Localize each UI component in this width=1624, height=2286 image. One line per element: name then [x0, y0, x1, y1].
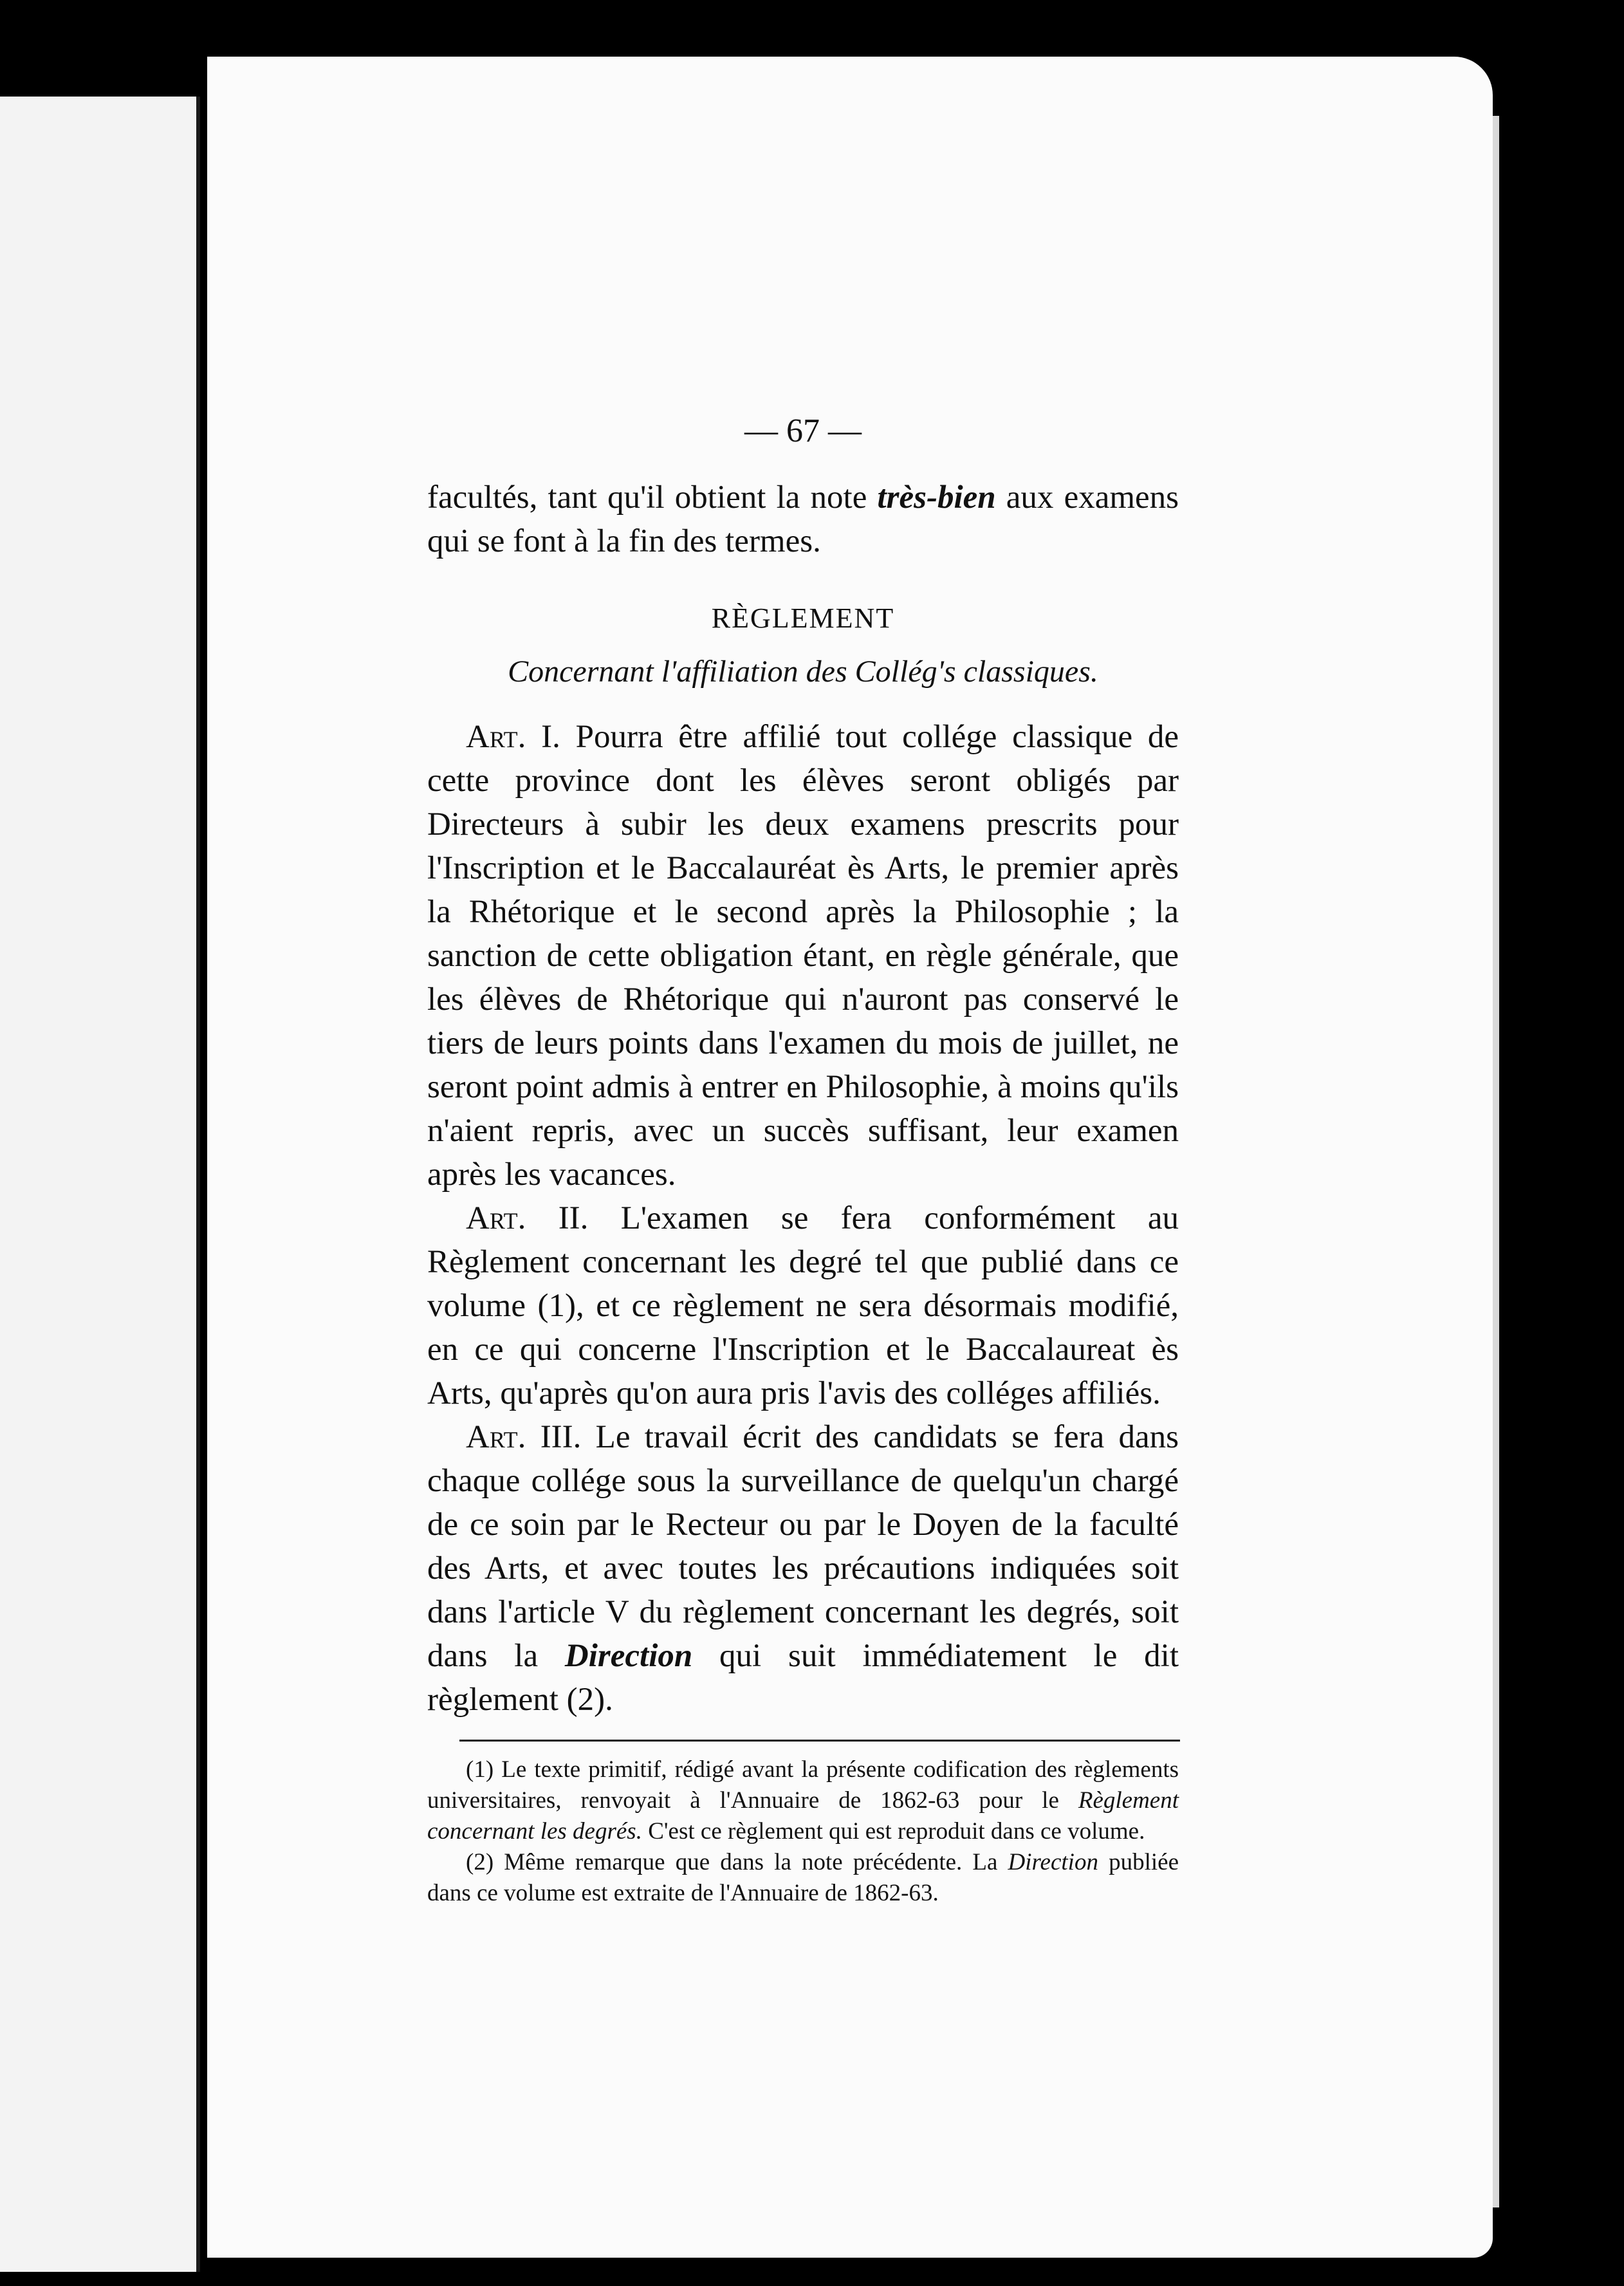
article-2-label: Art. II.	[466, 1200, 589, 1236]
article-1-label: Art. I.	[466, 719, 560, 755]
footnote-1-post: C'est ce règlement qui est reproduit dans ce volume.	[641, 1818, 1145, 1845]
article-3	[427, 1415, 1179, 1722]
intro-paragraph	[427, 476, 1179, 563]
article-3-emphasis: Direction	[564, 1638, 693, 1674]
intro-text-post: aux examens qui se font à la fin des termes.	[427, 479, 1179, 559]
left-page	[0, 97, 200, 2272]
article-3-text-pre: Le travail écrit des candidats se fera dans chaque collége sous la surveillance de quelqu'un chargé de ce soin par le Recteur ou par le Doyen de la faculté des Arts, et avec toutes les précautions indiquées soit dans l'article V du règlement concernant les degrés, soit dans la	[427, 1419, 1179, 1674]
footnote-1-pre: (1) Le texte primitif, rédigé avant la présente codification des règlements universitaires, renvoyait à l'Annuaire de 1862-63 pour le	[427, 1756, 1179, 1814]
footnote-2	[427, 1847, 1179, 1909]
article-3-label: Art. III.	[466, 1419, 582, 1455]
intro-text-pre: facultés, tant qu'il obtient la note	[427, 479, 878, 516]
footnote-2-emphasis: Direction	[1008, 1849, 1098, 1875]
footnote-1	[427, 1754, 1179, 1847]
footnote-2-post: publiée dans ce volume est extraite de l'Annuaire de 1862-63.	[427, 1849, 1179, 1906]
section-title: RÈGLEMENT	[711, 602, 895, 634]
page-content	[427, 412, 1179, 1909]
article-1	[427, 715, 1179, 1196]
article-3-text-post: qui suit immédiatement le dit règlement (2).	[427, 1638, 1179, 1718]
article-1-text: Pourra être affilié tout collége classique de cette province dont les élèves seront obligés par Directeurs à subir les deux examens prescrits pour l'Inscription et le Baccalauréat ès Arts, le premier après la Rhétorique et le second après la Philosophie ; la sanction de cette obligation étant, en règle générale, que les élèves de Rhétorique qui n'auront pas conservé le tiers de leurs points dans l'examen du mois de juillet, ne seront point admis à entrer en Philosophie, à moins qu'ils n'aient repris, avec un succès suffisant, leur examen après les vacances.	[427, 719, 1179, 1193]
intro-emphasis: très-bien	[877, 479, 996, 516]
article-2	[427, 1196, 1179, 1415]
page-number: — 67 —	[744, 413, 862, 449]
footnote-1-emphasis: Règlement concernant les degrés.	[427, 1787, 1179, 1845]
footnote-rule	[459, 1740, 1180, 1742]
article-2-text: L'examen se fera conformément au Règlement concernant les degré tel que publié dans ce volume (1), et ce règlement ne sera désormais modifié, en ce qui concerne l'Inscription et le Baccalaureat ès Arts, qu'après qu'on aura pris l'avis des colléges affiliés.	[427, 1200, 1179, 1411]
section-subtitle: Concernant l'affiliation des Collég's classiques.	[508, 655, 1098, 689]
footnote-2-pre: (2) Même remarque que dans la note précédente. La	[466, 1849, 1008, 1875]
